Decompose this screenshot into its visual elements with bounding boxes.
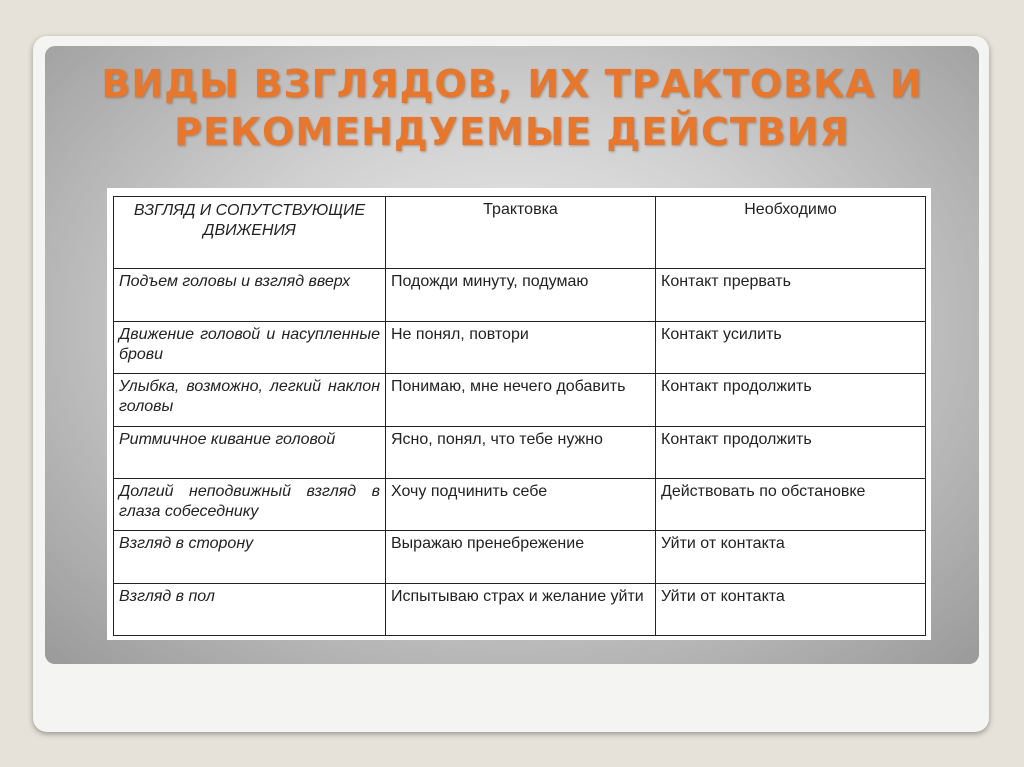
table-container	[107, 188, 931, 640]
table-row	[114, 583, 926, 635]
table-row	[114, 269, 926, 321]
cell-gaze: Взгляд в сторону	[114, 531, 386, 583]
cell-interpretation: Выражаю пренебрежение	[386, 531, 656, 583]
slide-title	[45, 60, 979, 156]
header-interpretation: Трактовка	[386, 197, 656, 269]
cell-gaze: Долгий неподвижный взгляд в глаза собеседнику	[114, 478, 386, 530]
cell-required: Действовать по обстановке	[656, 478, 926, 530]
cell-gaze: Улыбка, возможно, легкий наклон головы	[114, 374, 386, 426]
title-line-2: РЕКОМЕНДУЕМЫЕ ДЕЙСТВИЯ	[174, 110, 850, 154]
cell-required: Уйти от контакта	[656, 583, 926, 635]
title-line-1: ВИДЫ ВЗГЛЯДОВ, ИХ ТРАКТОВКА И	[101, 62, 923, 106]
cell-interpretation: Хочу подчинить себе	[386, 478, 656, 530]
table-header-row	[114, 197, 926, 269]
cell-gaze: Движение головой и насупленные брови	[114, 321, 386, 373]
cell-interpretation: Понимаю, мне нечего добавить	[386, 374, 656, 426]
cell-required: Уйти от контакта	[656, 531, 926, 583]
cell-interpretation: Ясно, понял, что тебе нужно	[386, 426, 656, 478]
cell-gaze: Взгляд в пол	[114, 583, 386, 635]
header-required: Необходимо	[656, 197, 926, 269]
table-row	[114, 426, 926, 478]
cell-required: Контакт усилить	[656, 321, 926, 373]
cell-gaze: Подъем головы и взгляд вверх	[114, 269, 386, 321]
header-gaze: ВЗГЛЯД И СОПУТСТВУЮЩИЕ ДВИЖЕНИЯ	[114, 197, 386, 269]
cell-required: Контакт продолжить	[656, 374, 926, 426]
cell-gaze: Ритмичное кивание головой	[114, 426, 386, 478]
table-row	[114, 321, 926, 373]
table-row	[114, 478, 926, 530]
cell-required: Контакт прервать	[656, 269, 926, 321]
cell-interpretation: Испытываю страх и желание уйти	[386, 583, 656, 635]
cell-interpretation: Не понял, повтори	[386, 321, 656, 373]
cell-interpretation: Подожди минуту, подумаю	[386, 269, 656, 321]
table-row	[114, 374, 926, 426]
gaze-table	[113, 196, 926, 636]
table-row	[114, 531, 926, 583]
cell-required: Контакт продолжить	[656, 426, 926, 478]
